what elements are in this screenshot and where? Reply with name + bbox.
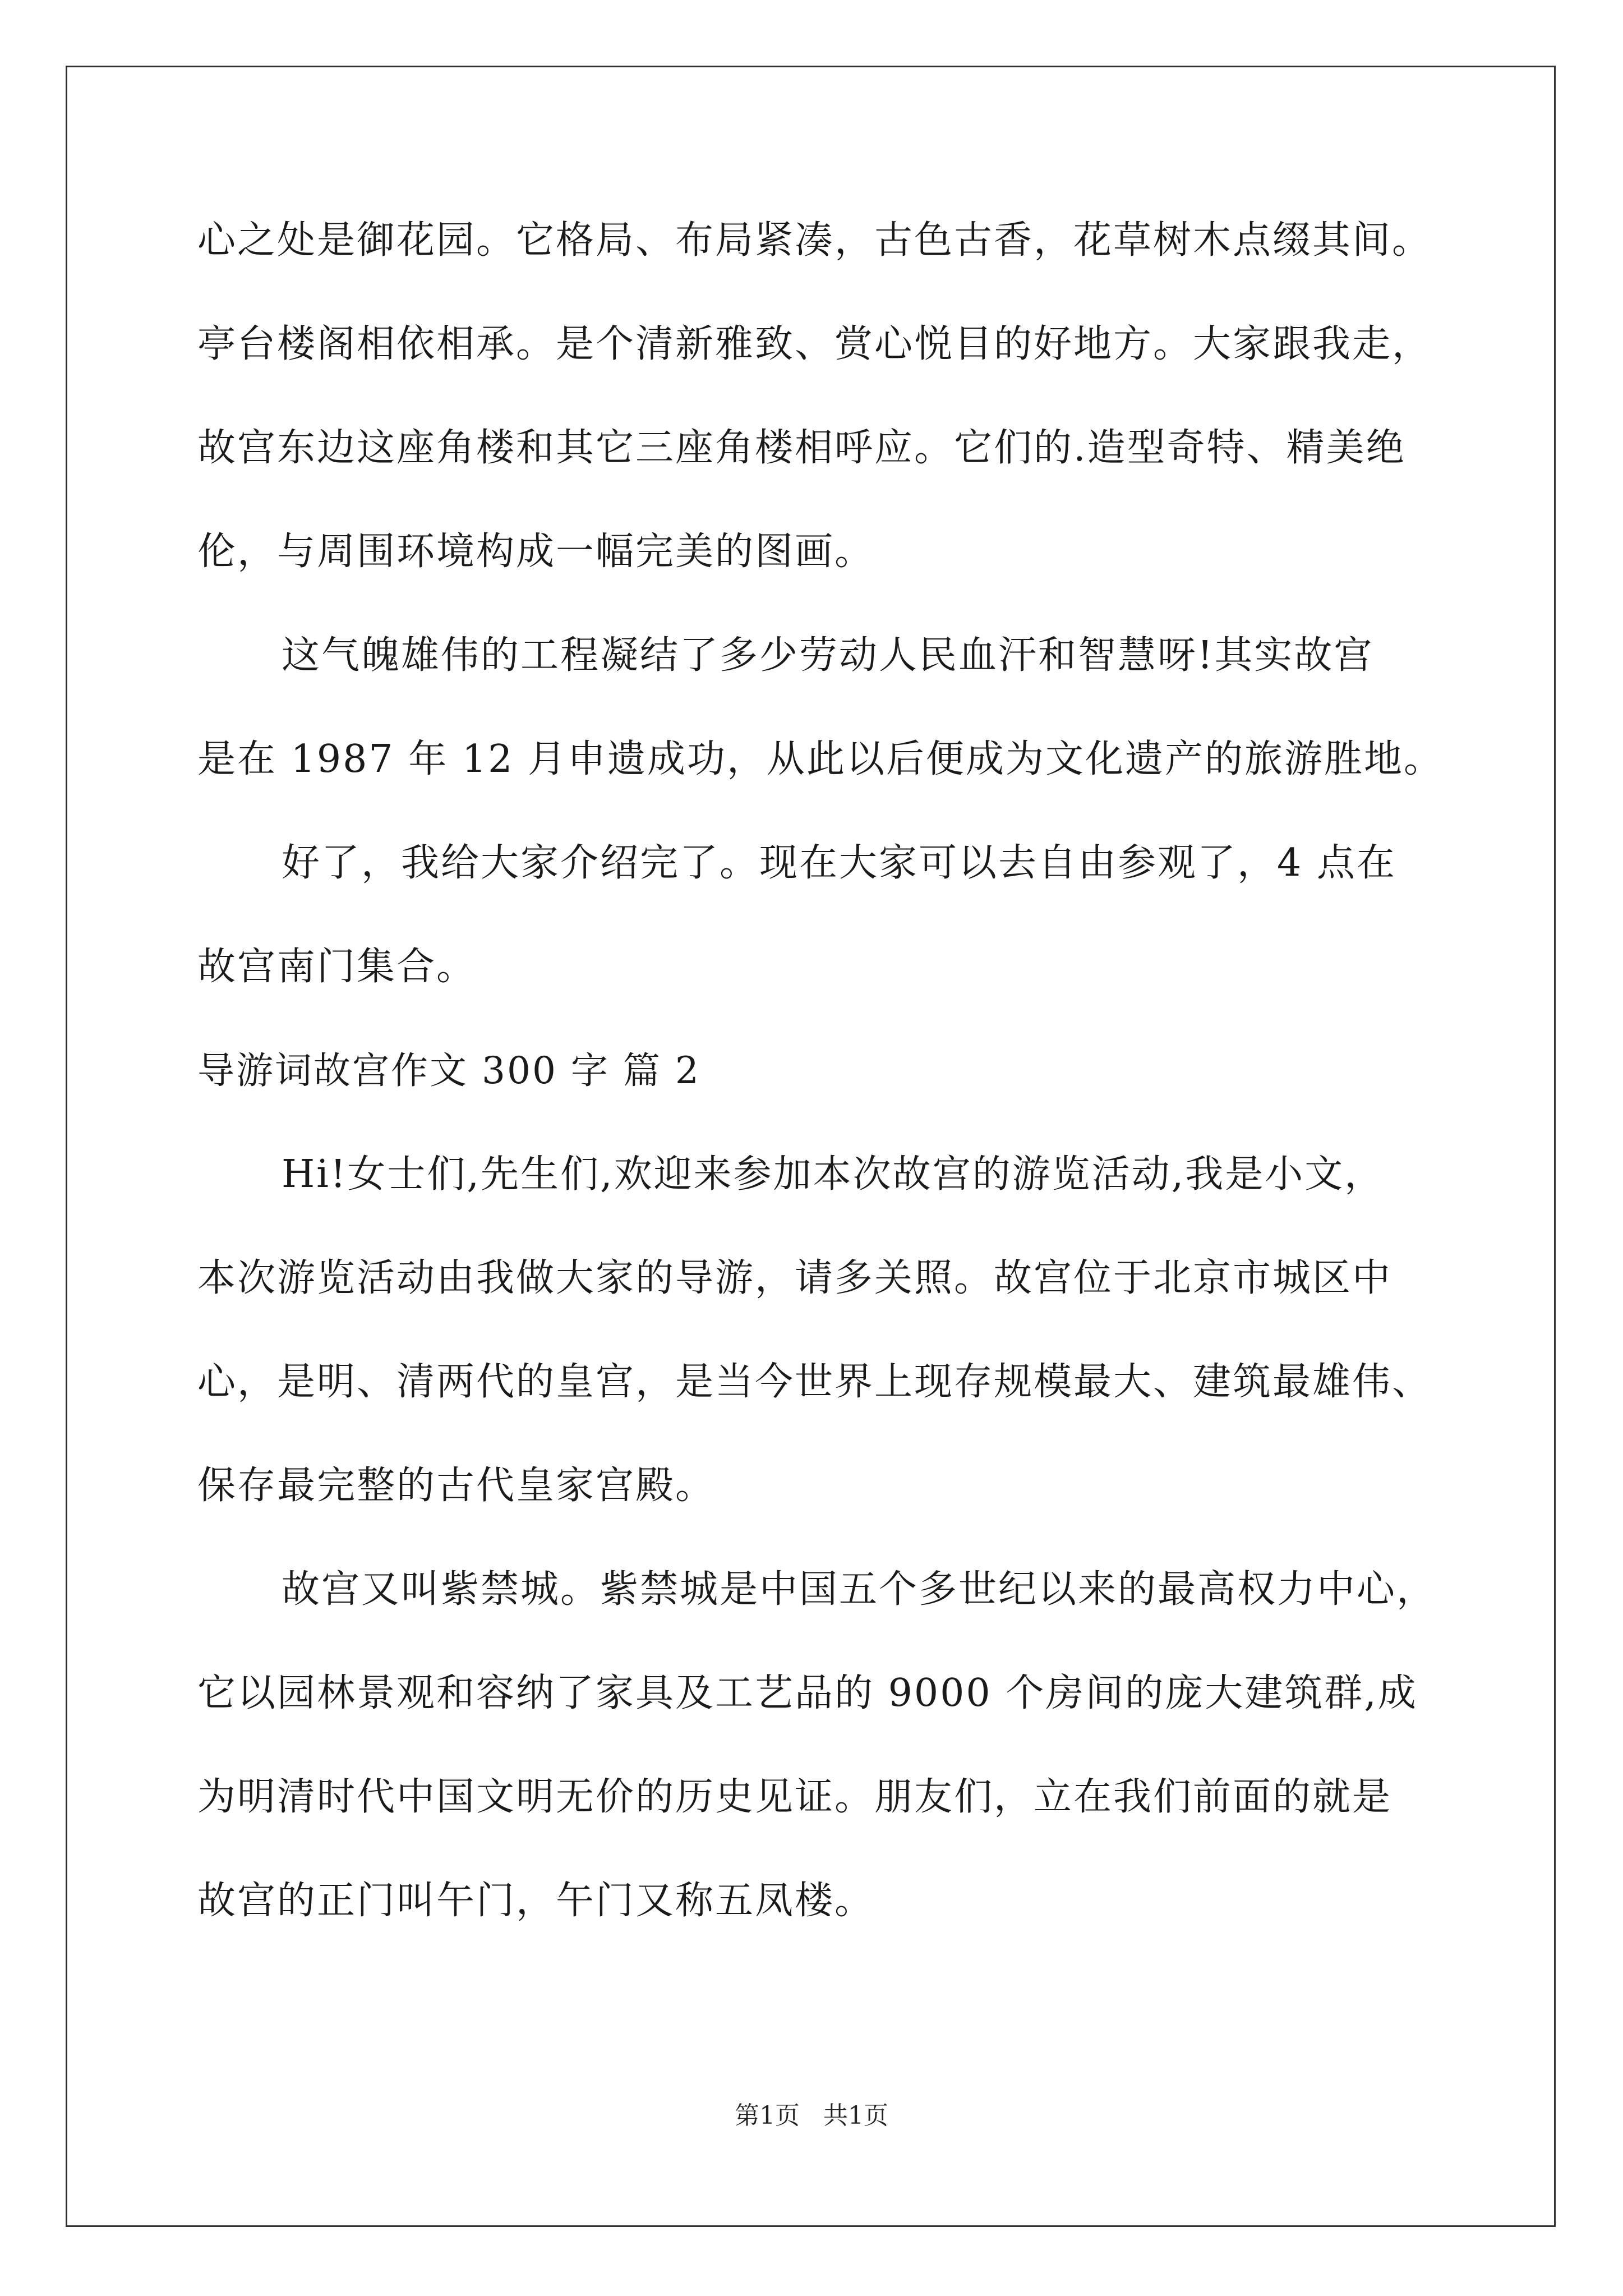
text-line: 为明清时代中国文明无价的历史见证。朋友们，立在我们前面的就是 bbox=[197, 1775, 1393, 1819]
text-line: 本次游览活动由我做大家的导游，请多关照。故宫位于北京市城区中 bbox=[197, 1256, 1393, 1300]
paragraph-first-line: 好了，我给大家介绍完了。现在大家可以去自由参观了，4 点在 bbox=[282, 841, 1396, 885]
text-line: 保存最完整的古代皇家宫殿。 bbox=[197, 1464, 716, 1508]
text-line: 伦，与周围环境构成一幅完美的图画。 bbox=[197, 530, 875, 574]
text-line: 是在 1987 年 12 月申遗成功，从此以后便成为文化遗产的旅游胜地。 bbox=[197, 737, 1444, 781]
text-line: 心之处是御花园。它格局、布局紧凑，古色古香，花草树木点缀其间。 bbox=[197, 218, 1432, 263]
page-number-footer: 第1页 共1页 bbox=[735, 2101, 888, 2130]
text-line: 心，是明、清两代的皇宫，是当今世界上现存规模最大、建筑最雄伟、 bbox=[197, 1360, 1432, 1404]
text-line: 故宫的正门叫午门，午门又称五凤楼。 bbox=[197, 1879, 875, 1923]
text-line: 故宫东边这座角楼和其它三座角楼相呼应。它们的.造型奇特、精美绝 bbox=[197, 426, 1406, 470]
paragraph-first-line: Hi!女士们,先生们,欢迎来参加本次故宫的游览活动,我是小文， bbox=[282, 1152, 1385, 1197]
text-line: 故宫南门集合。 bbox=[197, 945, 477, 989]
text-line: 它以园林景观和容纳了家具及工艺品的 9000 个房间的庞大建筑群,成 bbox=[197, 1671, 1418, 1715]
section-heading: 导游词故宫作文 300 字 篇 2 bbox=[197, 1049, 700, 1092]
paragraph-first-line: 这气魄雄伟的工程凝结了多少劳动人民血汗和智慧呀!其实故宫 bbox=[282, 633, 1374, 678]
document-body bbox=[197, 185, 1444, 1949]
paragraph-first-line: 故宫又叫紫禁城。紫禁城是中国五个多世纪以来的最高权力中心， bbox=[282, 1567, 1437, 1612]
text-line: 亭台楼阁相依相承。是个清新雅致、赏心悦目的好地方。大家跟我走， bbox=[197, 322, 1432, 366]
